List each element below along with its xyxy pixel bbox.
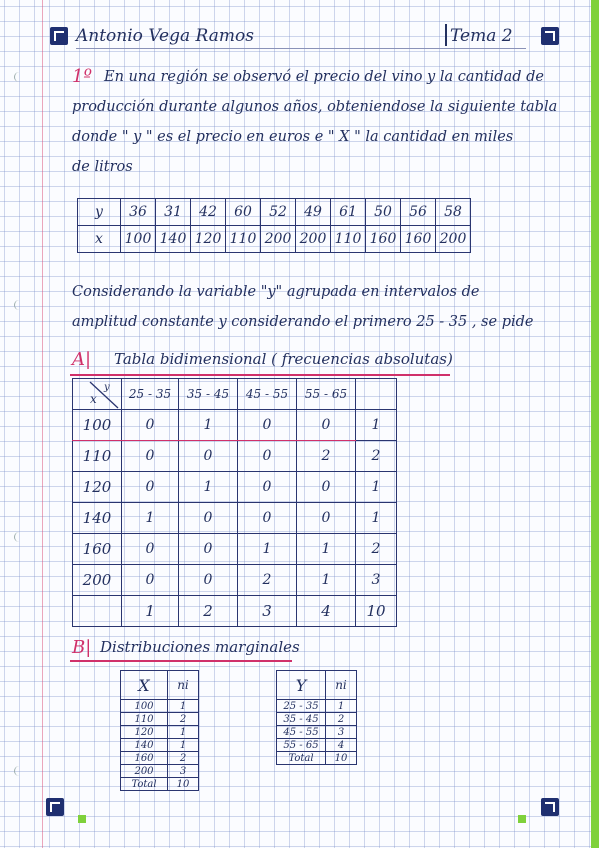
section-a-letter: A| [72,349,92,370]
instruction-line: amplitud constante y considerando el primero 25 - 35 , se pide [72,314,534,330]
column-header: ni [168,671,199,700]
table-cell: 1 [297,565,356,596]
table-cell: 0 [238,410,297,441]
table-cell: 2 [297,441,356,472]
column-total: 1 [122,596,179,627]
table-cell: 160 [366,226,401,253]
table-row [73,503,397,534]
table-cell: 1 [168,739,199,752]
row-label: 100 [73,410,122,441]
row-label: 200 [73,565,122,596]
table-cell: 56 [401,199,436,226]
column-total: 2 [179,596,238,627]
table-cell: 1 [168,700,199,713]
table-cell: 100 [121,700,168,713]
table-cell: 200 [296,226,331,253]
corner-mark-icon [46,798,64,816]
row-label: y [78,199,121,226]
section-b-title: Distribuciones marginales [100,638,300,656]
margin-line [42,0,43,848]
table-cell: 25 - 35 [277,700,326,713]
table-row [277,752,357,765]
table-cell: 1 [326,700,357,713]
topic-divider [445,24,447,46]
section-b-underline [70,660,292,662]
table-header-row [121,671,199,700]
table-cell: 4 [326,739,357,752]
problem-line: producción durante algunos años, obteniendose la siguiente tabla [72,99,558,115]
table-cell: 10 [326,752,357,765]
table-row [78,199,471,226]
table-cell: 1 [122,503,179,534]
y-marginal-table [276,670,357,765]
x-marginal-table [120,670,199,791]
table-cell: 52 [261,199,296,226]
table-row [121,739,199,752]
table-cell: 0 [179,503,238,534]
binder-hole [14,72,25,82]
table-cell: 49 [296,199,331,226]
table-cell: 0 [179,441,238,472]
table-cell: 0 [238,503,297,534]
table-cell: 0 [179,534,238,565]
row-total: 2 [356,534,397,565]
table-cell: 42 [191,199,226,226]
table-cell: 36 [121,199,156,226]
table-row [277,739,357,752]
table-cell: 0 [297,410,356,441]
table-cell: 140 [121,739,168,752]
row-label: 140 [73,503,122,534]
table-row [277,700,357,713]
table-cell: 1 [297,534,356,565]
table-row [73,441,397,472]
table-cell: 50 [366,199,401,226]
table-cell: 200 [436,226,471,253]
table-cell: 110 [331,226,366,253]
table-cell: 0 [122,472,179,503]
section-a-title: Tabla bidimensional ( frecuencias absolutas) [114,350,453,368]
table-totals-row [73,596,397,627]
problem-number: 1º [72,66,92,87]
table-cell: 160 [401,226,436,253]
binder-hole [14,300,25,310]
table-cell: 140 [156,226,191,253]
table-cell: 61 [331,199,366,226]
table-cell: 2 [326,713,357,726]
table-cell: 100 [121,226,156,253]
problem-line: de litros [72,159,133,175]
table-cell: 200 [121,765,168,778]
header-rule [76,48,526,49]
row-label: x [78,226,121,253]
table-row [121,765,199,778]
table-cell: 0 [122,441,179,472]
table-cell: 58 [436,199,471,226]
table-row [121,752,199,765]
green-marker [518,815,526,823]
table-cell: 3 [326,726,357,739]
problem-line: donde " y " es el precio en euros e " X " la cantidad en miles [72,129,514,145]
corner-mark-icon [50,27,68,45]
table-cell: 1 [179,410,238,441]
table-cell: 31 [156,199,191,226]
column-header: X [121,671,168,700]
instruction-line: Considerando la variable "y" agrupada en intervalos de [72,284,480,300]
table-row [277,726,357,739]
binder-hole [14,532,25,542]
table-cell: 0 [297,472,356,503]
grand-total: 10 [356,596,397,627]
table-header-row [277,671,357,700]
table-cell: 110 [226,226,261,253]
table-cell: 2 [238,565,297,596]
table-row [121,726,199,739]
table-row [121,700,199,713]
row-total: 1 [356,410,397,441]
corner-mark-icon [541,798,559,816]
column-header: 45 - 55 [238,379,297,410]
table-row [73,565,397,596]
table-cell: 0 [238,472,297,503]
table-cell: 0 [238,441,297,472]
topic-label: Tema 2 [450,26,513,46]
green-marker [78,815,86,823]
table-cell: 45 - 55 [277,726,326,739]
column-header: 25 - 35 [122,379,179,410]
section-b-letter: B| [72,637,92,658]
table-row [277,713,357,726]
row-label: 120 [73,472,122,503]
table-cell: 60 [226,199,261,226]
table-cell: 1 [168,726,199,739]
row-total: 1 [356,503,397,534]
table-cell: 160 [121,752,168,765]
table-cell: 0 [122,565,179,596]
row-total: 3 [356,565,397,596]
corner-y-label: y [104,382,110,393]
table-row [73,410,397,441]
table-cell: 0 [179,565,238,596]
table-cell: 0 [122,534,179,565]
table-cell: 10 [168,778,199,791]
corner-x-label: x [90,392,97,406]
table-row [73,472,397,503]
column-header: Y [277,671,326,700]
row-total: 2 [356,441,397,472]
data-table [77,198,471,253]
column-header: 55 - 65 [297,379,356,410]
table-cell: 1 [179,472,238,503]
table-row [78,226,471,253]
page-edge-stripe [591,0,599,848]
table-cell: 0 [122,410,179,441]
row-label: 160 [73,534,122,565]
table-row [121,713,199,726]
table-cell: 1 [238,534,297,565]
section-a-underline [70,374,450,376]
student-name: Antonio Vega Ramos [76,26,254,46]
problem-line: En una región se observó el precio del vino y la cantidad de [104,69,544,85]
table-cell: 2 [168,752,199,765]
table-row [73,534,397,565]
table-cell: Total [277,752,326,765]
table-cell: 200 [261,226,296,253]
binder-hole [14,766,25,776]
table-cell: 120 [191,226,226,253]
table-cell: 110 [121,713,168,726]
table-cell: 35 - 45 [277,713,326,726]
column-header: ni [326,671,357,700]
column-header: 35 - 45 [179,379,238,410]
column-total: 3 [238,596,297,627]
table-cell: 120 [121,726,168,739]
table-header-row [73,379,397,410]
table-cell: 55 - 65 [277,739,326,752]
column-total: 4 [297,596,356,627]
table-cell: 3 [168,765,199,778]
table-row [121,778,199,791]
bidimensional-table [72,378,397,627]
table-cell: Total [121,778,168,791]
corner-mark-icon [541,27,559,45]
table-cell: 2 [168,713,199,726]
table-cell: 0 [297,503,356,534]
row-label: 110 [73,441,122,472]
row-total: 1 [356,472,397,503]
